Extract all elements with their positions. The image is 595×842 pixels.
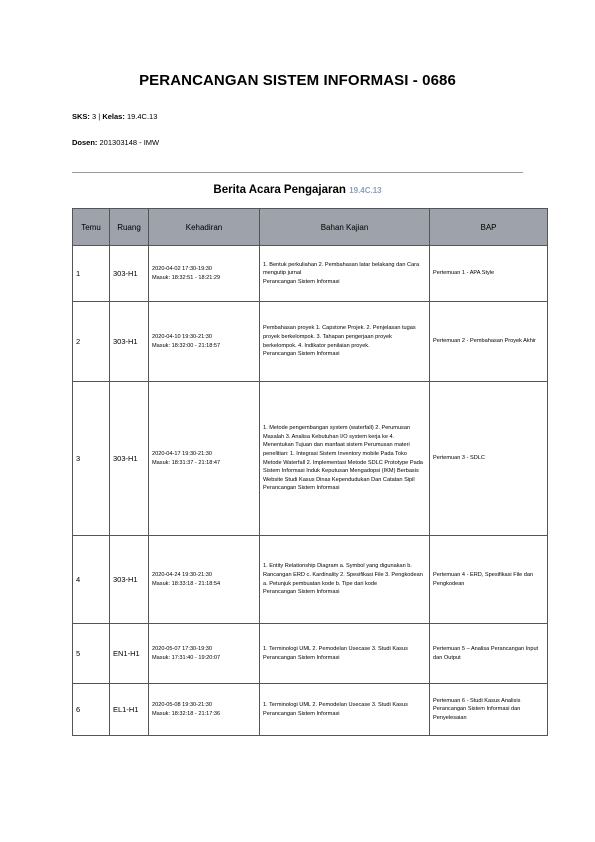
kehadiran-masuk: Masuk: 18:31:37 - 21:18:47 <box>152 459 221 466</box>
kelas-value: 19.4C.13 <box>126 112 158 121</box>
kehadiran-masuk: Masuk: 18:32:51 - 18:21:29 <box>152 274 221 281</box>
cell-bahan-kajian <box>260 536 430 624</box>
table-header-row <box>73 209 548 246</box>
kehadiran-jadwal: 2020-04-10 19:30-21:30 <box>152 333 213 340</box>
kehadiran-jadwal: 2020-05-07 17:30-19:30 <box>152 645 213 652</box>
section-title-text: Berita Acara Pengajaran <box>213 184 346 196</box>
cell-ruang: 303-H1 <box>110 302 149 382</box>
bahan-kajian-mk: Perancangan Sistem Informasi <box>263 710 340 717</box>
header-ruang: Ruang <box>110 209 149 246</box>
table-row <box>73 684 548 736</box>
document-title: PERANCANGAN SISTEM INFORMASI - 0686 <box>139 72 456 89</box>
sks-value: 3 <box>92 112 97 121</box>
kehadiran-jadwal: 2020-04-17 19:30-21:30 <box>152 450 213 457</box>
cell-kehadiran <box>149 302 260 382</box>
bahan-kajian-mk: Perancangan Sistem Informasi <box>263 485 340 492</box>
cell-bap: Pertemuan 5 – Analisa Perancangan Input dan Output <box>430 624 548 684</box>
cell-temu: 3 <box>73 382 110 536</box>
kehadiran-jadwal: 2020-04-02 17:30-19:30 <box>152 265 213 272</box>
cell-kehadiran <box>149 382 260 536</box>
header-kehadiran: Kehadiran <box>149 209 260 246</box>
cell-ruang: 303-H1 <box>110 382 149 536</box>
cell-temu: 6 <box>73 684 110 736</box>
kehadiran-masuk: Masuk: 18:32:00 - 21:18:57 <box>152 342 221 349</box>
section-kelas-tag: 19.4C.13 <box>349 186 382 195</box>
kehadiran-masuk: Masuk: 18:33:18 - 21:18:54 <box>152 580 221 587</box>
cell-ruang: 303-H1 <box>110 246 149 302</box>
bahan-kajian-mk: Perancangan Sistem Informasi <box>263 589 340 596</box>
bahan-kajian-mk: Perancangan Sistem Informasi <box>263 351 340 358</box>
table-row <box>73 536 548 624</box>
cell-bap: Pertemuan 1 - APA Style <box>430 246 548 302</box>
bahan-kajian-text: 1. Bentuk perkuliahan 2. Pembahasan latar belakang dan Cara mengutip jurnal <box>263 261 420 277</box>
cell-bap: Pertemuan 2 - Pembahasan Proyek Akhir <box>430 302 548 382</box>
kehadiran-masuk: Masuk: 18:32:18 - 21:17:36 <box>152 710 221 717</box>
header-bahan-kajian: Bahan Kajian <box>260 209 430 246</box>
cell-temu: 1 <box>73 246 110 302</box>
cell-ruang: 303-H1 <box>110 536 149 624</box>
cell-kehadiran <box>149 246 260 302</box>
course-meta-line <box>72 112 157 121</box>
cell-kehadiran <box>149 536 260 624</box>
cell-bahan-kajian <box>260 302 430 382</box>
bahan-kajian-mk: Perancangan Sistem Informasi <box>263 278 340 285</box>
cell-ruang: EN1-H1 <box>110 624 149 684</box>
bahan-kajian-text: 1. Entity Relationship Diagram a. Symbol yang digunakan b. Rancangan ERD c. Kardinality 2. Spesifikasi File 3. Pengkodean a. Petunjuk pembuatan kode b. Tipe dari kode <box>263 563 423 587</box>
table-row <box>73 302 548 382</box>
cell-bahan-kajian <box>260 684 430 736</box>
dosen-value: 201303148 - IMW <box>99 138 160 147</box>
bahan-kajian-text: 1. Terminologi UML 2. Pemodelan Usecase 3. Studi Kasus <box>263 701 408 708</box>
cell-temu: 2 <box>73 302 110 382</box>
section-title <box>0 184 595 196</box>
cell-bahan-kajian <box>260 382 430 536</box>
table-row <box>73 246 548 302</box>
cell-temu: 5 <box>73 624 110 684</box>
cell-kehadiran <box>149 684 260 736</box>
cell-bap: Pertemuan 4 - ERD, Spesifikasi File dan Pengkodean <box>430 536 548 624</box>
table-row <box>73 382 548 536</box>
bap-table <box>72 208 548 736</box>
cell-temu: 4 <box>73 536 110 624</box>
dosen-line <box>72 138 159 147</box>
kehadiran-jadwal: 2020-05-08 19:30-21:30 <box>152 701 213 708</box>
table-row <box>73 624 548 684</box>
kelas-label: Kelas: <box>102 112 125 121</box>
cell-bap: Pertemuan 6 - Studi Kasus Analisis Perancangan Sistem Informasi dan Penyelesaian <box>430 684 548 736</box>
header-bap: BAP <box>430 209 548 246</box>
bahan-kajian-text: Pembahasan proyek 1. Capstone Projek. 2. Penjelasan tugas proyek berkelompok. 3. Tahapan pengerjaan proyek berkelompok. 4. Indikator penilaian proyek. <box>263 325 416 349</box>
bahan-kajian-text: 1. Metode pengembangan system (waterfall) 2. Perumusan Masalah 3. Analisa Kebutuhan I/O system kerja ke 4. Menentukan Tujuan dan manfaat sistem Perumusan materi penelitian: 1. Integrasi Sistem Inventory mobile Pada Toko Metode Waterfall 2. Implementasi Metode SDLC Prototype Pada Sistem Informasi Induk Keputusan Mengadopsi (IKM) Berbasis Website Studi Kasus Dinas Kependudukan Dan Catatan Sipil <box>263 424 423 483</box>
cell-ruang: EL1-H1 <box>110 684 149 736</box>
header-temu: Temu <box>73 209 110 246</box>
dosen-label: Dosen: <box>72 138 98 147</box>
cell-bahan-kajian <box>260 624 430 684</box>
kehadiran-masuk: Masuk: 17:31:40 - 19:20:07 <box>152 654 221 661</box>
kehadiran-jadwal: 2020-04-24 19:30-21:30 <box>152 571 213 578</box>
divider <box>72 172 523 173</box>
sks-label: SKS: <box>72 112 90 121</box>
meta-separator: | <box>98 112 101 121</box>
cell-kehadiran <box>149 624 260 684</box>
cell-bahan-kajian <box>260 246 430 302</box>
cell-bap: Pertemuan 3 - SDLC <box>430 382 548 536</box>
bahan-kajian-mk: Perancangan Sistem Informasi <box>263 654 340 661</box>
bahan-kajian-text: 1. Terminologi UML 2. Pemodelan Usecase 3. Studi Kasus <box>263 645 408 652</box>
